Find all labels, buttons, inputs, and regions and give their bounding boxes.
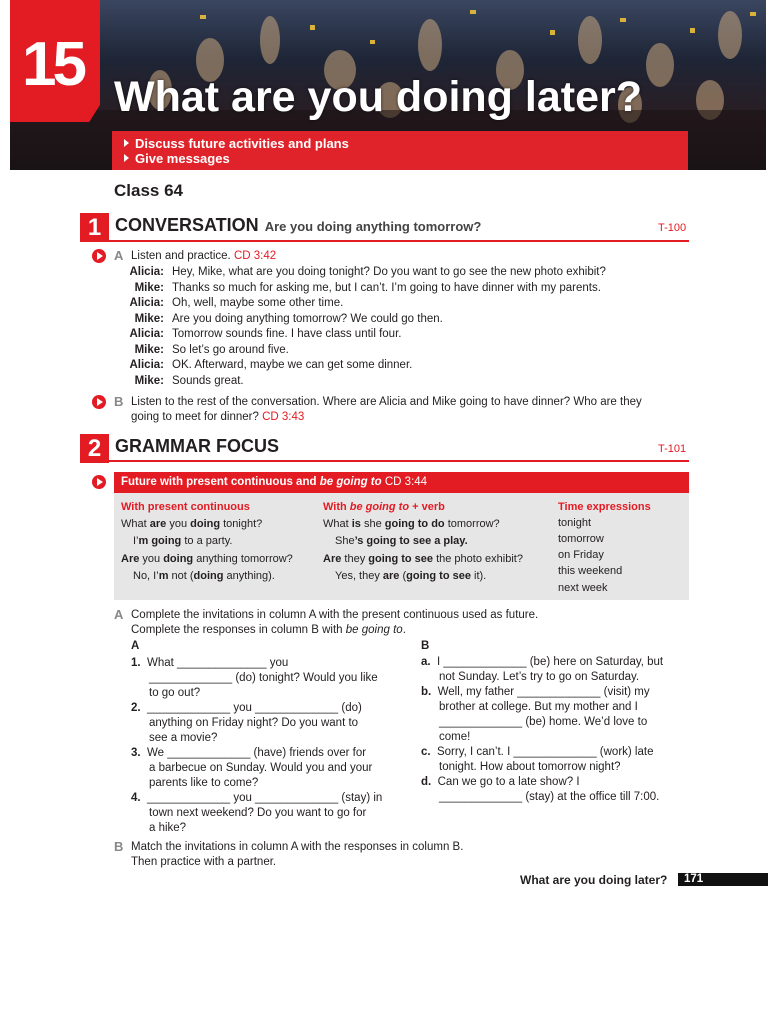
invitation-item[interactable]: 3. We _____________ (have) friends over for	[131, 747, 367, 759]
exercise-instruction: Complete the responses in column B with be going to.	[131, 624, 406, 636]
cd-track: CD 3:43	[262, 411, 305, 423]
footer-unit-title: What are you doing later?	[520, 873, 668, 887]
conversation-line: Alicia: Hey, Mike, what are you doing tonight? Do you want to go see the new photo exhibit?	[129, 266, 606, 278]
section-number: 2	[80, 434, 109, 463]
invitation-item-cont: _____________ (do) tonight? Would you like	[149, 672, 378, 684]
invitation-item-cont: a barbecue on Sunday. Would you and your	[149, 762, 373, 774]
grammar-example: No, I’m not (doing anything).	[133, 570, 275, 582]
exercise-letter: A	[114, 248, 124, 263]
grammar-example: Are they going to see the photo exhibit?	[323, 553, 523, 565]
grammar-example: Are you doing anything tomorrow?	[121, 553, 293, 565]
unit-number: 15	[22, 30, 83, 99]
time-expression: next week	[558, 582, 608, 594]
response-item[interactable]: d. Can we go to a late show? I	[421, 776, 580, 788]
response-item-cont: _____________ (be) home. We’d love to	[439, 716, 648, 728]
conversation-line: Alicia: Tomorrow sounds fine. I have class until four.	[129, 328, 402, 340]
response-item[interactable]: c. Sorry, I can’t. I _____________ (work) late	[421, 746, 654, 758]
conversation-line: Mike: Thanks so much for asking me, but I can’t. I’m going to have dinner with my parents.	[134, 282, 601, 294]
invitation-item-cont: see a movie?	[149, 732, 218, 744]
response-item[interactable]: a. I _____________ (be) here on Saturday, but	[421, 656, 664, 668]
goal-item: Discuss future activities and plans	[124, 136, 349, 151]
invitation-item-cont: town next weekend? Do you want to go for	[149, 807, 367, 819]
time-expression: tonight	[558, 517, 592, 529]
invitation-item-cont: parents like to come?	[149, 777, 259, 789]
audio-play-icon[interactable]	[92, 475, 106, 489]
unit-title: What are you doing later?	[114, 73, 642, 121]
grammar-example: She’s going to see a play.	[335, 535, 468, 547]
section-subtitle: Are you doing anything tomorrow?	[264, 219, 482, 234]
grammar-example: What are you doing tonight?	[121, 518, 263, 530]
invitation-item-cont: to go out?	[149, 687, 201, 699]
conversation-line: Alicia: OK. Afterward, maybe we can get some dinner.	[129, 359, 413, 371]
exercise-letter: A	[114, 607, 124, 622]
audio-play-icon[interactable]	[92, 249, 106, 263]
exercise-instruction: Listen and practice. CD 3:42	[131, 250, 277, 262]
goal-item: Give messages	[124, 151, 230, 166]
response-item-cont: tonight. How about tomorrow night?	[439, 761, 621, 773]
exercise-instruction: Listen to the rest of the conversation. Where are Alicia and Mike going to have dinner? Who are they	[131, 396, 642, 408]
response-item-cont: _____________ (stay) at the office till 7:00.	[439, 791, 660, 803]
audio-play-icon[interactable]	[92, 395, 106, 409]
grammar-box-title: Future with present continuous and be going to CD 3:44	[121, 476, 428, 488]
response-item-cont: come!	[439, 731, 471, 743]
teacher-page-ref: T-101	[658, 443, 687, 455]
section-rule	[109, 460, 689, 462]
grammar-column-heading: With present continuous	[121, 501, 250, 513]
grammar-column-heading: With be going to + verb	[323, 501, 445, 513]
column-b-heading: B	[421, 640, 430, 652]
grammar-example: What is she going to do tomorrow?	[323, 518, 500, 530]
time-expression: tomorrow	[558, 533, 604, 545]
conversation-line: Mike: Are you doing anything tomorrow? We could go then.	[134, 313, 443, 325]
bullet-arrow-icon	[124, 139, 129, 147]
invitation-item-cont: a hike?	[149, 822, 187, 834]
section-title: CONVERSATION Are you doing anything tomorrow?	[115, 215, 482, 235]
grammar-column-heading: Time expressions	[558, 501, 651, 513]
section-title: GRAMMAR FOCUS	[115, 436, 279, 456]
bullet-arrow-icon	[124, 154, 129, 162]
unit-goals-box	[112, 131, 688, 170]
exercise-instruction: going to meet for dinner? CD 3:43	[131, 411, 305, 423]
invitation-item[interactable]: 2. _____________ you _____________ (do)	[131, 702, 362, 714]
response-item[interactable]: b. Well, my father _____________ (visit) my	[421, 686, 650, 698]
class-title: Class 64	[114, 181, 183, 200]
response-item-cont: not Sunday. Let’s try to go on Saturday.	[439, 671, 640, 683]
time-expression: on Friday	[558, 549, 604, 561]
response-item-cont: brother at college. But my mother and I	[439, 701, 638, 713]
grammar-example: Yes, they are (going to see it).	[335, 570, 487, 582]
conversation-line: Mike: Sounds great.	[134, 375, 244, 387]
invitation-item-cont: anything on Friday night? Do you want to	[149, 717, 359, 729]
conversation-line: Mike: So let’s go around five.	[134, 344, 289, 356]
column-a-heading: A	[131, 640, 140, 652]
exercise-letter: B	[114, 394, 124, 409]
conversation-line: Alicia: Oh, well, maybe some other time.	[129, 297, 344, 309]
exercise-letter: B	[114, 839, 124, 854]
invitation-item[interactable]: 4. _____________ you _____________ (stay) in	[131, 792, 383, 804]
time-expression: this weekend	[558, 565, 623, 577]
section-number: 1	[80, 213, 109, 242]
exercise-instruction: Then practice with a partner.	[131, 856, 277, 868]
exercise-instruction: Complete the invitations in column A with the present continuous used as future.	[131, 609, 539, 621]
invitation-item[interactable]: 1. What ______________ you	[131, 657, 289, 669]
section-rule	[109, 240, 689, 242]
teacher-page-ref: T-100	[658, 222, 687, 234]
cd-track: CD 3:42	[233, 250, 277, 262]
exercise-instruction: Match the invitations in column A with the responses in column B.	[131, 841, 464, 853]
grammar-example: I’m going to a party.	[133, 535, 233, 547]
page-number: 171	[684, 873, 704, 885]
